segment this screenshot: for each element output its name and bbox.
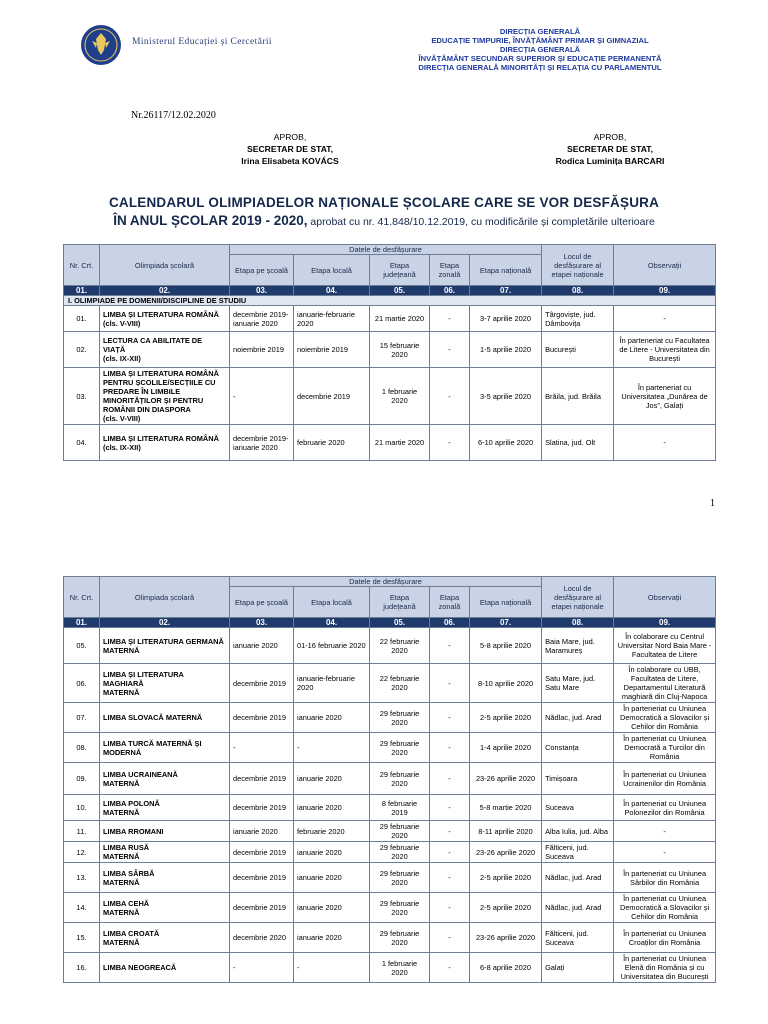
olympiad-grades: (cls. V-VIII) — [103, 414, 141, 423]
col-national-header: Etapa națională — [470, 255, 542, 286]
cell-zonal-stage: - — [430, 664, 470, 703]
table-body — [64, 306, 716, 461]
col-county-header: Etapa județeană — [370, 255, 430, 286]
dg-line: DIRECȚIA GENERALĂ MINORITĂȚI ȘI RELAȚIA CU PARLAMENTUL — [418, 63, 662, 72]
cell-location: Slatina, jud. Olt — [542, 425, 614, 461]
col-number: 01. — [64, 618, 100, 628]
cell-observations: În parteneriat cu Uniunea Elenă din România și cu Universitatea din București — [614, 953, 716, 983]
table-head — [64, 577, 716, 628]
cell-national-stage: 23-26 aprilie 2020 — [470, 763, 542, 795]
calendar-table-page1 — [63, 244, 716, 461]
col-number: 09. — [614, 618, 716, 628]
cell-olympiad — [100, 863, 230, 893]
col-obs-header: Observații — [614, 245, 716, 286]
cell-zonal-stage: - — [430, 628, 470, 664]
col-nr-header: Nr. Crt. — [64, 577, 100, 618]
cell-zonal-stage: - — [430, 842, 470, 863]
cell-national-stage: 5-8 aprilie 2020 — [470, 628, 542, 664]
cell-observations: În parteneriat cu Uniunea Croaților din România — [614, 923, 716, 953]
cell-national-stage: 6-10 aprilie 2020 — [470, 425, 542, 461]
cell-observations: - — [614, 821, 716, 842]
col-olimp-header: Olimpiada școlară — [100, 245, 230, 286]
cell-nr: 08. — [64, 733, 100, 763]
cell-county-stage: 22 februarie 2020 — [370, 664, 430, 703]
table-head — [64, 245, 716, 306]
cell-olympiad — [100, 923, 230, 953]
cell-county-stage: 29 februarie 2020 — [370, 733, 430, 763]
table-row — [64, 628, 716, 664]
cell-nr: 12. — [64, 842, 100, 863]
cell-nr: 11. — [64, 821, 100, 842]
cell-local-stage: ianuarie 2020 — [294, 703, 370, 733]
olympiad-name: LIMBA ȘI LITERATURA ROMÂNĂ PENTRU ȘCOLILE/SECȚIILE CU PREDARE ÎN LIMBILE MINORITĂȚILOR ȘI PENTRU ROMÂNII DIN DIASPORA — [103, 369, 219, 414]
cell-nr: 06. — [64, 664, 100, 703]
cell-local-stage: februarie 2020 — [294, 821, 370, 842]
col-number: 04. — [294, 618, 370, 628]
cell-school-stage: decembrie 2019 — [230, 863, 294, 893]
cell-school-stage: decembrie 2019 — [230, 763, 294, 795]
col-number: 08. — [542, 618, 614, 628]
cell-observations: În parteneriat cu Uniunea Polonezilor din România — [614, 795, 716, 821]
table-row — [64, 664, 716, 703]
table-row — [64, 703, 716, 733]
cell-observations: În parteneriat cu Uniunea Democratică a Slovacilor și Cehilor din România — [614, 703, 716, 733]
subtitle-bold: ÎN ANUL ȘCOLAR 2019 - 2020, — [113, 213, 308, 228]
cell-local-stage: ianuarie 2020 — [294, 842, 370, 863]
col-school-header: Etapa pe școală — [230, 587, 294, 618]
cell-school-stage: decembrie 2019-ianuarie 2020 — [230, 306, 294, 332]
cell-local-stage: februarie 2020 — [294, 425, 370, 461]
cell-location: Constanța — [542, 733, 614, 763]
olympiad-name: LIMBA SLOVACĂ MATERNĂ — [103, 713, 203, 722]
cell-olympiad — [100, 795, 230, 821]
section-row — [64, 296, 716, 306]
cell-national-stage: 2-5 aprilie 2020 — [470, 863, 542, 893]
cell-county-stage: 29 februarie 2020 — [370, 703, 430, 733]
cell-nr: 13. — [64, 863, 100, 893]
section-title: I. OLIMPIADE PE DOMENII/DISCIPLINE DE STUDIU — [64, 296, 716, 306]
cell-county-stage: 29 februarie 2020 — [370, 842, 430, 863]
cell-national-stage: 1-5 aprilie 2020 — [470, 332, 542, 368]
cell-observations: În parteneriat cu Uniunea Democratică a Slovacilor și Cehilor din România — [614, 893, 716, 923]
cell-location: Baia Mare, jud. Maramureș — [542, 628, 614, 664]
approve-name: Irina Elisabeta KOVÁCS — [241, 156, 339, 166]
cell-nr: 05. — [64, 628, 100, 664]
olympiad-name: LIMBA NEOGREACĂ — [103, 963, 177, 972]
col-nr-header: Nr. Crt. — [64, 245, 100, 286]
cell-national-stage: 3-5 aprilie 2020 — [470, 368, 542, 425]
calendar-table-page2 — [63, 576, 716, 983]
cell-nr: 04. — [64, 425, 100, 461]
cell-county-stage: 29 februarie 2020 — [370, 923, 430, 953]
cell-local-stage: decembrie 2019 — [294, 368, 370, 425]
table-row — [64, 368, 716, 425]
approve-label: APROB, — [593, 132, 627, 142]
table-row — [64, 893, 716, 923]
approval-right — [510, 131, 710, 167]
table-row — [64, 842, 716, 863]
col-olimp-header: Olimpiada școlară — [100, 577, 230, 618]
cell-olympiad — [100, 306, 230, 332]
government-seal-icon — [80, 24, 122, 66]
col-location-header: Locul de desfășurare al etapei naționale — [542, 245, 614, 286]
cell-olympiad — [100, 763, 230, 795]
olympiad-grades: MATERNĂ — [103, 852, 140, 861]
col-local-header: Etapa locală — [294, 255, 370, 286]
cell-national-stage: 1-4 aprilie 2020 — [470, 733, 542, 763]
olympiad-grades: MATERNĂ — [103, 687, 140, 697]
cell-school-stage: decembrie 2019 — [230, 842, 294, 863]
cell-school-stage: - — [230, 953, 294, 983]
table-row — [64, 923, 716, 953]
col-zonal-header: Etapa zonală — [430, 255, 470, 286]
table-row — [64, 863, 716, 893]
page-number: 1 — [710, 498, 715, 509]
olympiad-name: LIMBA RUSĂ — [103, 843, 150, 852]
cell-location: Fălticeni, jud. Suceava — [542, 842, 614, 863]
cell-olympiad — [100, 821, 230, 842]
cell-local-stage: ianuarie-februarie 2020 — [294, 306, 370, 332]
cell-county-stage: 29 februarie 2020 — [370, 763, 430, 795]
olympiad-grades: (cls. IX-XII) — [103, 354, 141, 363]
olympiad-name: LECTURA CA ABILITATE DE VIAȚĂ — [103, 336, 203, 354]
col-number: 05. — [370, 618, 430, 628]
cell-location: Alba Iulia, jud. Alba — [542, 821, 614, 842]
cell-olympiad — [100, 842, 230, 863]
cell-nr: 02. — [64, 332, 100, 368]
cell-zonal-stage: - — [430, 703, 470, 733]
col-national-header: Etapa națională — [470, 587, 542, 618]
cell-observations: În colaborare cu UBB, Facultatea de Litere, Departamentul Literatură maghiară din Cluj-Napoca — [614, 664, 716, 703]
cell-zonal-stage: - — [430, 893, 470, 923]
dg-line: DIRECȚIA GENERALĂ — [499, 45, 581, 54]
cell-local-stage: ianuarie-februarie 2020 — [294, 664, 370, 703]
table-body — [64, 628, 716, 983]
col-number: 07. — [470, 286, 542, 296]
cell-county-stage: 29 februarie 2020 — [370, 821, 430, 842]
table-row — [64, 953, 716, 983]
dg-line: DIRECȚIA GENERALĂ — [499, 27, 581, 36]
cell-nr: 16. — [64, 953, 100, 983]
olympiad-name: LIMBA UCRAINEANĂ — [103, 769, 178, 779]
olympiad-name: LIMBA CROATĂ — [103, 928, 160, 938]
col-number: 06. — [430, 618, 470, 628]
cell-observations: - — [614, 425, 716, 461]
olympiad-name: LIMBA TURCĂ MATERNĂ ȘI MODERNĂ — [103, 738, 202, 757]
cell-county-stage: 1 februarie 2020 — [370, 953, 430, 983]
cell-nr: 07. — [64, 703, 100, 733]
table-row — [64, 821, 716, 842]
olympiad-grades: MATERNĂ — [103, 877, 140, 887]
subtitle-rest: aprobat cu nr. 41.848/10.12.2019, cu modificările și completările ulterioare — [307, 216, 655, 228]
cell-location: Târgoviște, jud. Dâmbovița — [542, 306, 614, 332]
cell-location: Fălticeni, jud. Suceava — [542, 923, 614, 953]
cell-nr: 15. — [64, 923, 100, 953]
cell-olympiad — [100, 368, 230, 425]
cell-national-stage: 2-5 aprilie 2020 — [470, 703, 542, 733]
cell-county-stage: 8 februarie 2019 — [370, 795, 430, 821]
col-number: 04. — [294, 286, 370, 296]
cell-national-stage: 3-7 aprilie 2020 — [470, 306, 542, 332]
olympiad-grades: MATERNĂ — [103, 778, 140, 788]
cell-olympiad — [100, 893, 230, 923]
cell-national-stage: 23-26 aprilie 2020 — [470, 923, 542, 953]
olympiad-grades: MATERNĂ — [103, 937, 140, 947]
cell-olympiad — [100, 733, 230, 763]
col-number: 09. — [614, 286, 716, 296]
cell-local-stage: ianuarie 2020 — [294, 923, 370, 953]
cell-county-stage: 22 februarie 2020 — [370, 628, 430, 664]
col-location-header: Locul de desfășurare al etapei naționale — [542, 577, 614, 618]
cell-school-stage: ianuarie 2020 — [230, 628, 294, 664]
cell-location: Nădlac, jud. Arad — [542, 703, 614, 733]
cell-zonal-stage: - — [430, 795, 470, 821]
cell-zonal-stage: - — [430, 425, 470, 461]
cell-school-stage: - — [230, 368, 294, 425]
olympiad-name: LIMBA SÂRBĂ — [103, 868, 155, 878]
cell-olympiad — [100, 332, 230, 368]
olympiad-name: LIMBA ȘI LITERATURA MAGHIARĂ — [103, 669, 184, 688]
col-number: 08. — [542, 286, 614, 296]
cell-observations: - — [614, 306, 716, 332]
cell-school-stage: decembrie 2019 — [230, 795, 294, 821]
cell-local-stage: ianuarie 2020 — [294, 763, 370, 795]
cell-school-stage: decembrie 2019-ianuarie 2020 — [230, 425, 294, 461]
approve-label: APROB, — [273, 132, 307, 142]
table-row — [64, 763, 716, 795]
cell-county-stage: 29 februarie 2020 — [370, 863, 430, 893]
cell-national-stage: 8-11 aprilie 2020 — [470, 821, 542, 842]
document-subtitle — [0, 213, 768, 228]
olympiad-grades: (cls. V-VIII) — [103, 318, 141, 328]
directorate-block — [360, 27, 720, 72]
cell-nr: 03. — [64, 368, 100, 425]
approve-role: SECRETAR DE STAT, — [567, 144, 653, 154]
cell-school-stage: decembrie 2020 — [230, 923, 294, 953]
olympiad-name: LIMBA ȘI LITERATURA ROMÂNĂ — [103, 433, 219, 443]
cell-location: București — [542, 332, 614, 368]
cell-local-stage: noiembrie 2019 — [294, 332, 370, 368]
col-school-header: Etapa pe școală — [230, 255, 294, 286]
col-number: 01. — [64, 286, 100, 296]
col-obs-header: Observații — [614, 577, 716, 618]
column-numbers-row — [64, 286, 716, 296]
cell-zonal-stage: - — [430, 863, 470, 893]
col-number: 02. — [100, 618, 230, 628]
cell-olympiad — [100, 628, 230, 664]
cell-observations: - — [614, 842, 716, 863]
col-county-header: Etapa județeană — [370, 587, 430, 618]
olympiad-grades: MATERNĂ — [103, 907, 140, 917]
olympiad-name: LIMBA POLONĂ — [103, 798, 160, 808]
col-number: 02. — [100, 286, 230, 296]
table-row — [64, 425, 716, 461]
approval-left — [190, 131, 390, 167]
cell-national-stage: 2-5 aprilie 2020 — [470, 893, 542, 923]
cell-school-stage: - — [230, 733, 294, 763]
cell-observations: În parteneriat cu Facultatea de Litere - Universitatea din București — [614, 332, 716, 368]
cell-county-stage: 29 februarie 2020 — [370, 893, 430, 923]
cell-county-stage: 1 februarie 2020 — [370, 368, 430, 425]
registration-number: Nr.26117/12.02.2020 — [131, 110, 216, 121]
cell-zonal-stage: - — [430, 953, 470, 983]
cell-school-stage: decembrie 2019 — [230, 664, 294, 703]
table-row — [64, 306, 716, 332]
cell-nr: 14. — [64, 893, 100, 923]
cell-zonal-stage: - — [430, 368, 470, 425]
col-number: 06. — [430, 286, 470, 296]
cell-location: Satu Mare, jud. Satu Mare — [542, 664, 614, 703]
ministry-name: Ministerul Educației și Cercetării — [132, 37, 272, 47]
cell-local-stage: - — [294, 953, 370, 983]
cell-location: Suceava — [542, 795, 614, 821]
olympiad-grades: MATERNĂ — [103, 807, 140, 817]
cell-national-stage: 5-8 martie 2020 — [470, 795, 542, 821]
cell-nr: 10. — [64, 795, 100, 821]
col-number: 07. — [470, 618, 542, 628]
cell-zonal-stage: - — [430, 821, 470, 842]
cell-location: Galați — [542, 953, 614, 983]
cell-local-stage: 01-16 februarie 2020 — [294, 628, 370, 664]
cell-observations: În parteneriat cu Uniunea Democrată a Turcilor din România — [614, 733, 716, 763]
cell-county-stage: 21 martie 2020 — [370, 425, 430, 461]
col-zonal-header: Etapa zonală — [430, 587, 470, 618]
col-dates-header: Datele de desfășurare — [230, 245, 542, 255]
cell-location: Nădlac, jud. Arad — [542, 863, 614, 893]
cell-zonal-stage: - — [430, 763, 470, 795]
dg-line: ÎNVĂȚĂMÂNT SECUNDAR SUPERIOR ȘI EDUCAȚIE PERMANENTĂ — [418, 54, 662, 63]
cell-zonal-stage: - — [430, 306, 470, 332]
cell-school-stage: noiembrie 2019 — [230, 332, 294, 368]
cell-location: Timișoara — [542, 763, 614, 795]
cell-location: Brăila, jud. Brăila — [542, 368, 614, 425]
col-dates-header: Datele de desfășurare — [230, 577, 542, 587]
olympiad-name: LIMBA CEHĂ — [103, 898, 150, 908]
cell-school-stage: ianuarie 2020 — [230, 821, 294, 842]
cell-school-stage: decembrie 2019 — [230, 893, 294, 923]
cell-zonal-stage: - — [430, 923, 470, 953]
cell-local-stage: - — [294, 733, 370, 763]
cell-zonal-stage: - — [430, 733, 470, 763]
cell-local-stage: ianuarie 2020 — [294, 795, 370, 821]
dg-line: EDUCAȚIE TIMPURIE, ÎNVĂȚĂMÂNT PRIMAR ȘI GIMNAZIAL — [431, 36, 649, 45]
approve-role: SECRETAR DE STAT, — [247, 144, 333, 154]
cell-national-stage: 23-26 aprilie 2020 — [470, 842, 542, 863]
cell-nr: 01. — [64, 306, 100, 332]
cell-local-stage: ianuarie 2020 — [294, 863, 370, 893]
cell-olympiad — [100, 425, 230, 461]
cell-national-stage: 6-8 aprilie 2020 — [470, 953, 542, 983]
table-row — [64, 795, 716, 821]
cell-local-stage: ianuarie 2020 — [294, 893, 370, 923]
col-number: 03. — [230, 618, 294, 628]
cell-zonal-stage: - — [430, 332, 470, 368]
cell-location: Nădlac, jud. Arad — [542, 893, 614, 923]
col-number: 03. — [230, 286, 294, 296]
cell-observations: În parteneriat cu Uniunea Sârbilor din România — [614, 863, 716, 893]
cell-county-stage: 15 februarie 2020 — [370, 332, 430, 368]
cell-school-stage: decembrie 2019 — [230, 703, 294, 733]
document-title: CALENDARUL OLIMPIADELOR NAȚIONALE ȘCOLARE CARE SE VOR DESFĂȘURA — [108, 195, 660, 210]
olympiad-name: LIMBA ȘI LITERATURA GERMANĂ MATERNĂ — [103, 636, 224, 655]
table-row — [64, 733, 716, 763]
cell-observations: În parteneriat cu Uniunea Ucrainenilor din România — [614, 763, 716, 795]
olympiad-name: LIMBA RROMANI — [103, 826, 164, 836]
col-local-header: Etapa locală — [294, 587, 370, 618]
cell-olympiad — [100, 703, 230, 733]
cell-county-stage: 21 martie 2020 — [370, 306, 430, 332]
cell-nr: 09. — [64, 763, 100, 795]
column-numbers-row — [64, 618, 716, 628]
cell-national-stage: 8-10 aprilie 2020 — [470, 664, 542, 703]
olympiad-name: LIMBA ȘI LITERATURA ROMÂNĂ — [103, 309, 219, 319]
cell-olympiad — [100, 664, 230, 703]
cell-observations: În colaborare cu Centrul Universitar Nord Baia Mare - Facultatea de Litere — [614, 628, 716, 664]
cell-observations: În parteneriat cu Universitatea „Dunărea de Jos”, Galați — [614, 368, 716, 425]
cell-olympiad — [100, 953, 230, 983]
table-row — [64, 332, 716, 368]
col-number: 05. — [370, 286, 430, 296]
olympiad-grades: (cls. IX-XII) — [103, 442, 141, 452]
approve-name: Rodica Luminița BARCARI — [555, 156, 665, 166]
